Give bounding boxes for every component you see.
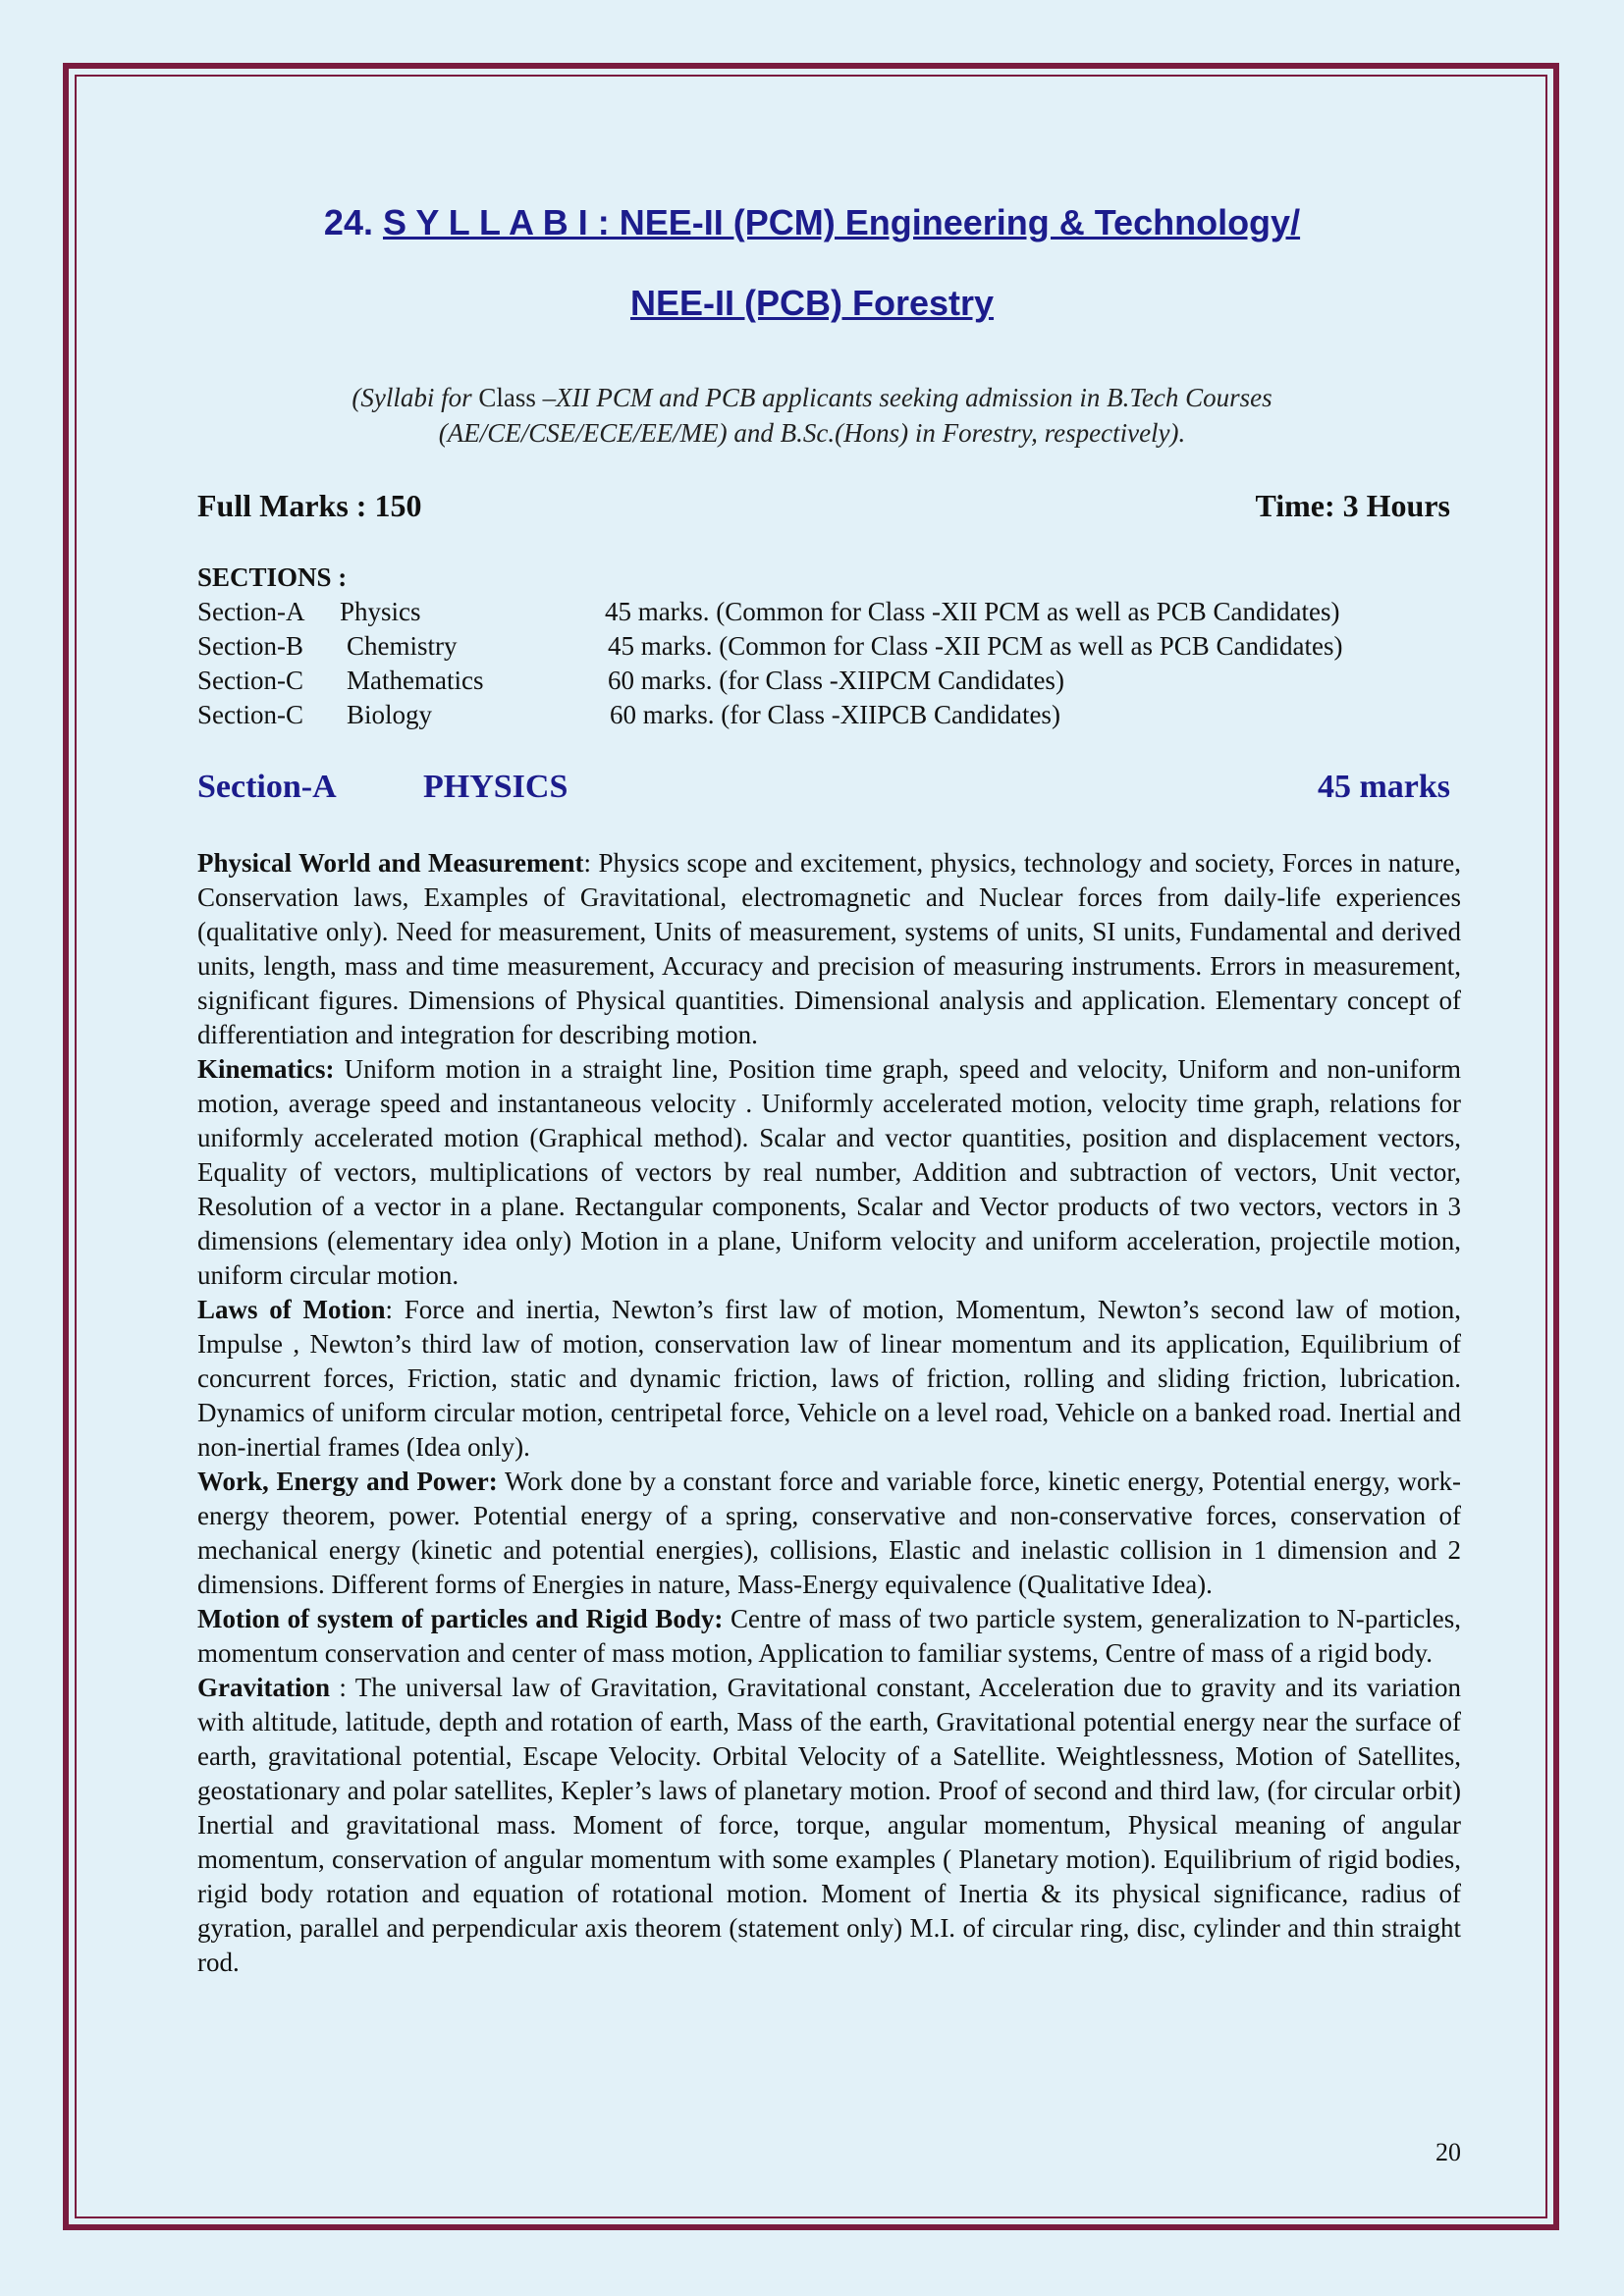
topic-paragraph: [197, 1052, 1461, 1293]
topic-heading: Laws of Motion: [197, 1295, 386, 1324]
topic-paragraph: [197, 846, 1461, 1052]
section-row: [197, 664, 1474, 698]
section-subject: Physics: [340, 597, 421, 626]
section-subject: Chemistry: [347, 631, 458, 661]
topic-text: : The universal law of Gravitation, Gravitational constant, Acceleration due to gravity and its variation with altitude, latitude, depth and rotation of earth, Mass of the earth, Gravitational potential energy near the surface of earth, gravitational potential, Escape Velocity. Orbital Velocity of a Satellite. Weightlessness, Motion of Satellites, geostationary and polar satellites, Kepler’s laws of planetary motion. Proof of second and third law, (for circular orbit) Inertial and gravitational mass. Moment of force, torque, angular momentum, Physical meaning of angular momentum, conservation of angular momentum with some examples ( Planetary motion). Equilibrium of rigid bodies, rigid body rotation and equation of rotational motion. Moment of Inertia & its physical significance, radius of gyration, parallel and perpendicular axis theorem (statement only) M.I. of circular ring, disc, cylinder and thin straight rod.: [197, 1673, 1461, 1977]
time-allowed: Time: 3 Hours: [1255, 488, 1450, 523]
topic-text: Uniform motion in a straight line, Position time graph, speed and velocity, Uniform and non-uniform motion, average speed and instantaneous velocity . Uniformly accelerated motion, velocity time graph, relations for uniformly accelerated motion (Graphical method). Scalar and vector quantities, position and displacement vectors, Equality of vectors, multiplications of vectors by real number, Addition and subtraction of vectors, Unit vector, Resolution of a vector in a plane. Rectangular components, Scalar and Vector products of two vectors, vectors in 3 dimensions (elementary idea only) Motion in a plane, Uniform velocity and uniform acceleration, projectile motion, uniform circular motion.: [197, 1054, 1461, 1290]
topic-heading: Motion of system of particles and Rigid Body:: [197, 1604, 724, 1633]
subtitle-line2: (AE/CE/CSE/ECE/EE/ME) and B.Sc.(Hons) in Forestry, respectively).: [438, 418, 1186, 448]
title-number: 24.: [323, 202, 373, 242]
page-title-line2: [0, 283, 1624, 324]
subtitle-mid: Class: [478, 383, 536, 412]
section-code: Section-A: [197, 597, 305, 626]
topic-text: : Force and inertia, Newton’s first law of motion, Momentum, Newton’s second law of motion, Impulse , Newton’s third law of motion, conservation law of linear momentum and its application, Equilibrium of concurrent forces, Friction, static and dynamic friction, laws of friction, rolling and sliding friction, lubrication. Dynamics of uniform circular motion, centripetal force, Vehicle on a level road, Vehicle on a banked road. Inertial and non-inertial frames (Idea only).: [197, 1295, 1461, 1462]
sections-heading: SECTIONS :: [197, 562, 348, 592]
section-a-label: Section-A: [197, 769, 337, 805]
section-a-subject: PHYSICS: [423, 769, 568, 805]
section-marks: 45 marks. (Common for Class -XII PCM as well as PCB Candidates): [605, 597, 1340, 626]
topic-paragraph: [197, 1293, 1461, 1465]
subtitle-post: –XII PCM and PCB applicants seeking admission in B.Tech Courses: [535, 383, 1272, 412]
section-row: [197, 595, 1474, 629]
marks-time-row: [197, 488, 1450, 524]
full-marks: Full Marks : 150: [197, 488, 422, 523]
topic-heading: Gravitation: [197, 1673, 330, 1702]
section-code: Section-C: [197, 666, 303, 695]
section-marks: 60 marks. (for Class -XIIPCB Candidates): [610, 700, 1060, 729]
topic-heading: Work, Energy and Power:: [197, 1467, 498, 1496]
topic-text: : Physics scope and excitement, physics, technology and society, Forces in nature, Conservation laws, Examples of Gravitational, electromagnetic and Nuclear forces from daily-life experiences (qualitative only). Need for measurement, Units of measurement, systems of units, SI units, Fundamental and derived units, length, mass and time measurement, Accuracy and precision of measuring instruments. Errors in measurement, significant figures. Dimensions of Physical quantities. Dimensional analysis and application. Elementary concept of differentiation and integration for describing motion.: [197, 848, 1461, 1049]
topic-paragraph: [197, 1602, 1461, 1671]
topic-heading: Physical World and Measurement: [197, 848, 584, 878]
topic-text: Work done by a constant force and variable force, kinetic energy, Potential energy, work-energy theorem, power. Potential energy of a spring, conservative and non-conservative forces, conservation of mechanical energy (kinetic and potential energies), collisions, Elastic and inelastic collision in 1 dimension and 2 dimensions. Different forms of Energies in nature, Mass-Energy equivalence (Qualitative Idea).: [197, 1467, 1461, 1599]
page-title: [0, 202, 1624, 243]
topic-text: Centre of mass of two particle system, generalization to N-particles, momentum conservation and center of mass motion, Application to familiar systems, Centre of mass of a rigid body.: [197, 1604, 1461, 1668]
sections-list: [197, 561, 1474, 732]
physics-syllabus: [197, 846, 1461, 1980]
topic-paragraph: [197, 1671, 1461, 1980]
section-a-marks: 45 marks: [1317, 769, 1450, 805]
topic-heading: Kinematics:: [197, 1054, 335, 1084]
section-code: Section-C: [197, 700, 303, 729]
section-subject: Mathematics: [347, 666, 484, 695]
section-marks: 45 marks. (Common for Class -XII PCM as well as PCB Candidates): [608, 631, 1343, 661]
section-subject: Biology: [347, 700, 433, 729]
title-text: S Y L L A B I : NEE-II (PCM) Engineering & Technology/: [382, 202, 1301, 242]
section-row: [197, 698, 1474, 732]
section-code: Section-B: [197, 631, 303, 661]
topic-paragraph: [197, 1465, 1461, 1602]
section-row: [197, 629, 1474, 664]
section-marks: 60 marks. (for Class -XIIPCM Candidates): [608, 666, 1064, 695]
subtitle: [0, 380, 1624, 451]
title-text-line2: NEE-II (PCB) Forestry: [629, 283, 995, 323]
subtitle-pre: (Syllabi for: [352, 383, 479, 412]
page-number: 20: [1435, 2138, 1461, 2166]
